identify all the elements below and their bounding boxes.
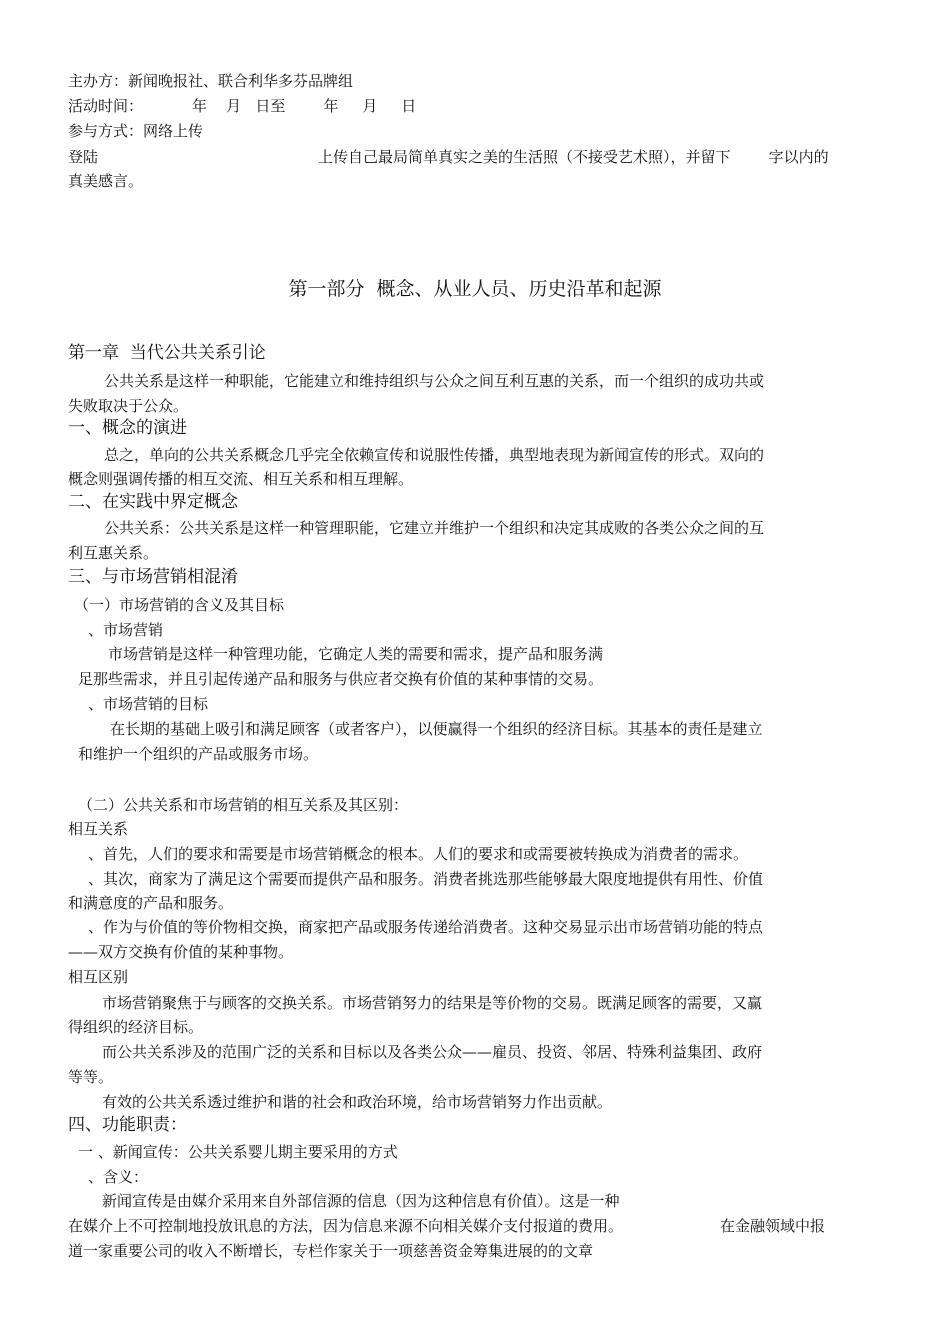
difference-line-4: 等等。 xyxy=(68,1068,114,1086)
chapter-title: 第一章 当代公共关系引论 xyxy=(68,343,266,363)
section-3-item-1-line-2: 足那些需求，并且引起传递产品和服务与供应者交换有价值的某种事情的交易。 xyxy=(78,670,604,688)
section-4-item-1: 、含义： xyxy=(88,1168,149,1186)
relation-item-1: 、首先，人们的要求和需要是市场营销概念的根本。人们的要求和或需要被转换成为消费者的需求。 xyxy=(88,845,749,863)
time-date-line: 年 月 日至 年 月 日 xyxy=(192,97,417,115)
login-description-cont: 真美感言。 xyxy=(68,172,144,190)
time-label: 活动时间： xyxy=(68,97,144,115)
difference-line-1: 市场营销聚焦于与顾客的交换关系。市场营销努力的结果是等价物的交易。既满足顾客的需要，又赢 xyxy=(102,994,763,1012)
difference-title: 相互区别 xyxy=(68,968,129,986)
difference-line-2: 得组织的经济目标。 xyxy=(68,1018,204,1036)
part-title: 第一部分 概念、从业人员、历史沿革和起源 xyxy=(288,278,662,300)
relation-item-3: 、作为与价值的等价物相交换，商家把产品或服务传递给消费者。这种交易显示出市场营销功能的特点 xyxy=(88,918,764,936)
section-3-item-2-line-2: 和维护一个组织的产品或服务市场。 xyxy=(78,745,319,763)
section-3-sub-2: （二）公共关系和市场营销的相互关系及其区别： xyxy=(78,796,409,814)
intro-line-1: 公共关系是这样一种职能，它能建立和维持组织与公众之间互利互惠的关系，而一个组织的成功共或 xyxy=(104,372,765,390)
section-2-line-1: 公共关系：公共关系是这样一种管理职能，它建立并维护一个组织和决定其成败的各类公众之间的互 xyxy=(104,519,765,537)
section-4-title: 四、功能职责： xyxy=(68,1115,187,1135)
section-3-sub-1: （一）市场营销的含义及其目标 xyxy=(74,596,285,614)
organizer-line: 主办方：新闻晚报社、联合利华多芬品牌组 xyxy=(68,72,354,90)
method-line: 参与方式：网络上传 xyxy=(68,122,204,140)
section-4-line-2: 在媒介上不可控制地投放讯息的方法，因为信息来源不向相关媒介支付报道的费用。 xyxy=(68,1217,624,1235)
section-4-line-2-tail: 在金融领域中报 xyxy=(720,1217,826,1235)
section-1-title: 一、概念的演进 xyxy=(68,418,187,438)
section-4-line-1: 新闻宣传是由媒介采用来自外部信源的信息（因为这种信息有价值）。这是一种 xyxy=(102,1192,620,1210)
relation-title: 相互关系 xyxy=(68,820,129,838)
difference-line-3: 而公共关系涉及的范围广泛的关系和目标以及各类公众——雇员、投资、邻居、特殊利益集团、政府 xyxy=(102,1043,763,1061)
login-word: 登陆 xyxy=(68,148,99,166)
section-4-sub-1: 一 、新闻宣传：公共关系婴儿期主要采用的方式 xyxy=(78,1143,398,1161)
section-2-line-2: 利互惠关系。 xyxy=(68,544,159,562)
relation-item-3-cont: ——双方交换有价值的某种事物。 xyxy=(68,943,294,961)
section-3-item-1-line-1: 市场营销是这样一种管理功能，它确定人类的需要和需求，提产品和服务满 xyxy=(108,645,604,663)
section-3-item-2-line-1: 在长期的基础上吸引和满足顾客（或者客户），以便赢得一个组织的经济目标。其基本的责任是建立 xyxy=(110,720,763,738)
section-2-title: 二、在实践中界定概念 xyxy=(68,492,238,512)
section-1-line-2: 概念则强调传播的相互交流、相互关系和相互理解。 xyxy=(68,470,414,488)
section-3-item-2: 、市场营销的目标 xyxy=(88,695,209,713)
section-4-line-3: 道一家重要公司的收入不断增长，专栏作家关于一项慈善资金筹集进展的的文章 xyxy=(68,1242,594,1260)
section-3-title: 三、与市场营销相混淆 xyxy=(68,567,238,587)
section-3-item-1: 、市场营销 xyxy=(88,621,164,639)
relation-item-2: 、其次，商家为了满足这个需要而提供产品和服务。消费者挑选那些能够最大限度地提供有用性、价值 xyxy=(88,870,764,888)
difference-line-5: 有效的公共关系透过维护和谐的社会和政治环境，给市场营销努力作出贡献。 xyxy=(102,1093,613,1111)
relation-item-2-cont: 和满意度的产品和服务。 xyxy=(68,894,234,912)
section-1-line-1: 总之，单向的公共关系概念几乎完全依赖宣传和说服性传播，典型地表现为新闻宣传的形式。双向的 xyxy=(104,446,765,464)
login-description: 上传自己最局简单真实之美的生活照（不接受艺术照），并留下 字以内的 xyxy=(318,148,829,166)
intro-line-2: 失败取决于公众。 xyxy=(68,397,189,415)
